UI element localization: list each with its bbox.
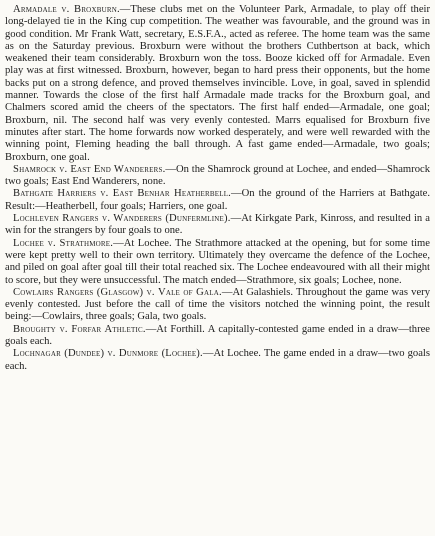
report-body: —At Lochee. The game ended in a draw—two goals each.	[5, 348, 430, 372]
report-heading: Shamrock v. East End Wanderers.	[13, 163, 166, 175]
report-heading: Lochee v. Strathmore.	[13, 237, 114, 249]
report-heading: Lochnagar (Dundee) v. Dunmore (Lochee).	[13, 348, 203, 360]
report-heading: Lochleven Rangers v. Wanderers (Dunfermline).	[13, 213, 231, 225]
report-body: —On the ground of the Harriers at Bathgate. Result:—Heatherbell, four goals; Harriers, one goal.	[5, 188, 431, 212]
report-heading: Armadale v. Broxburn.	[13, 4, 120, 15]
report-body: —At Forthill. A capitally-contested game ended in a draw—three goals each.	[5, 323, 430, 348]
report-body: —These clubs met on the Volunteer Park, Armadale, to play off their long-delayed tie in the King cup competition. The weather was favourable, and the ground was in good condition. Mr Frank Watt, secretary, E.S.F.A., acted as referee. The home team was the same as on the Saturday previous. Broxburn were without the brothers Cuthbertson at back, which weakened their team considerably. Broxburn won the toss. Booze kicked off for Armadale. Even play was at first witnessed. Broxburn, however, began to hard press their opponents, but the home backs put on a strong defence, and proved themselves invincible. Love, in goal, saved in splendid manner. Towards the close of the first half Armadale made tracks for the Broxburn goal, and Chalmers scored amid the cheers of the spectators. The first half ended—Armadale, one goal; Broxburn, nil. The second half was very evenly contested. Marrs equalised for Broxburn five minutes after start. The home forwards now worked desperately, and were well rewarded with the winning point, Fleming heading the ball through. A fast game ended—Armadale, two goals; Broxburn, one goal.	[5, 4, 430, 163]
match-report-lochnagar-dunmore	[5, 348, 430, 373]
report-heading: Cowlairs Rangers (Glasgow) v. Vale of Gala.	[13, 286, 222, 298]
match-report-shamrock-east-end	[5, 164, 430, 189]
report-body: —At Lochee. The Strathmore attacked at the opening, but for some time were kept pretty well to their own territory. Ultimately they overcame the defence of the Lochee, and piled on goal after goal till their total reached six. The Lochee endeavoured with all their might to score, but they were unsuccessful. The match ended—Strathmore, six goals; Lochee, none.	[5, 237, 430, 286]
report-body: —On the Shamrock ground at Lochee, and ended—Shamrock two goals; East End Wanderers, none.	[5, 163, 430, 188]
match-report-armadale-broxburn	[5, 4, 430, 164]
match-report-lochleven-wanderers	[5, 213, 430, 238]
match-report-bathgate-heatherbell	[5, 188, 430, 213]
report-body: —At Kirkgate Park, Kinross, and resulted in a win for the strangers by four goals to one.	[5, 213, 430, 237]
report-body: —At Galashiels. Throughout the game was very evenly contested. Just before the call of time the visitors notched the winning point, the result being:—Cowlairs, three goals; Gala, two goals.	[5, 286, 430, 323]
match-report-lochee-strathmore	[5, 238, 430, 287]
report-heading: Bathgate Harriers v. East Benhar Heatherbell.	[13, 188, 232, 200]
match-report-broughty-forfar	[5, 324, 430, 349]
report-heading: Broughty v. Forfar Athletic.	[13, 323, 146, 335]
match-report-cowlairs-gala	[5, 287, 430, 324]
